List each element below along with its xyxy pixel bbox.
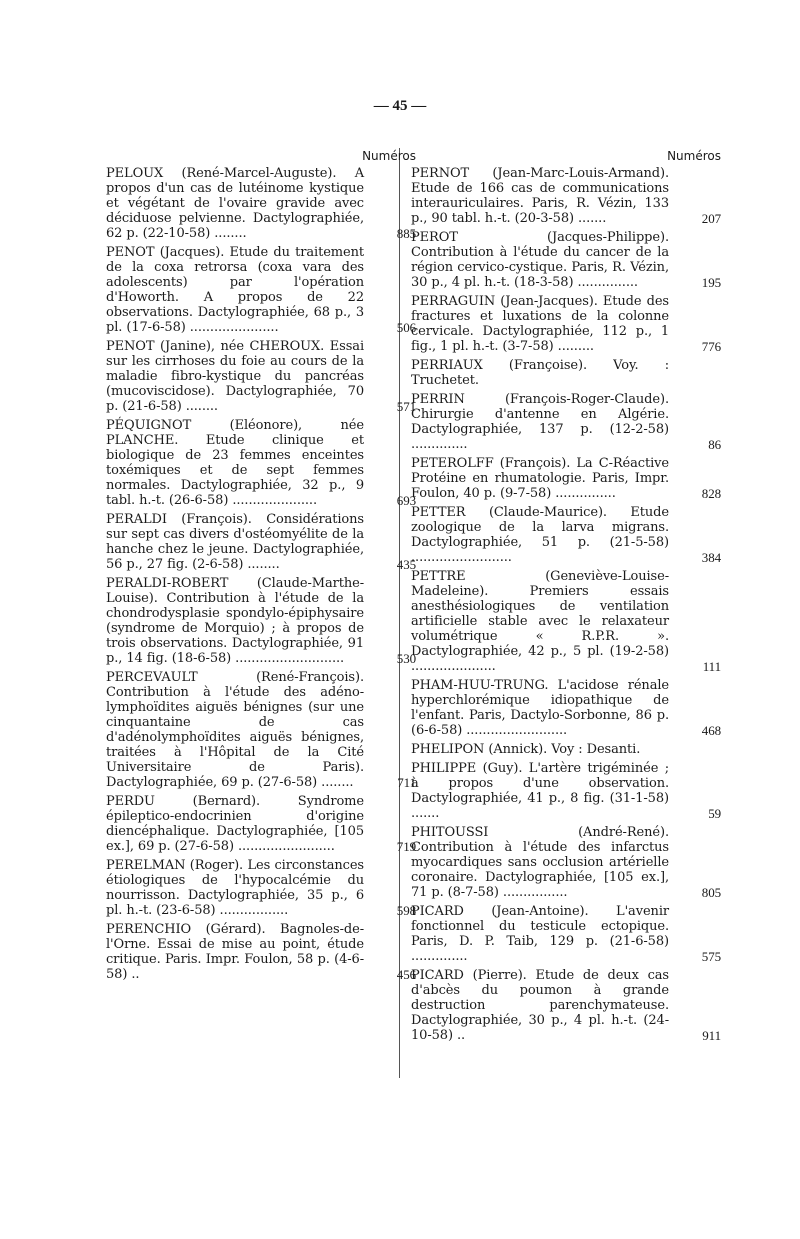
entry-text: PERALDI (François). Considérations sur sept cas divers d'ostéomyélite de la hanche chez le jeune. Dactylographiée, 56 p., 27 fig. (2-6-58) ........	[106, 512, 364, 572]
entry-number: 384	[701, 550, 721, 565]
entry-number: 456	[396, 967, 416, 982]
entry-text: PETEROLFF (François). La C-Réactive Protéine en rhumatologie. Paris, Impr. Foulon, 40 p. (9-7-58) ...............	[411, 456, 669, 501]
entry-number: 805	[701, 885, 721, 900]
entry	[106, 245, 416, 335]
entry-text: PICARD (Jean-Antoine). L'avenir fonctionnel du testicule ectopique. Paris, D. P. Taib, 129 p. (21-6-58) ..............	[411, 904, 669, 964]
entry-number: 828	[701, 486, 721, 501]
entry-number: 468	[701, 723, 721, 738]
column-header: Numéros	[362, 149, 416, 163]
entry-text: PHAM-HUU-TRUNG. L'acidose rénale hyperchlorémique idiopathique de l'enfant. Paris, Dactylo-Sorbonne, 86 p. (6-6-58) .........................	[411, 678, 669, 738]
entry-text: PERALDI-ROBERT (Claude-Marthe-Louise). Contribution à l'étude de la chondrodysplasie spondylo-épiphysaire (syndrome de Morquio) ; à propos de trois observations. Dactylographiée, 91 p., 14 fig. (18-6-58) ...........................	[106, 576, 364, 666]
entry-text: PHITOUSSI (André-René). Contribution à l'étude des infarctus myocardiques sans occlusion artérielle coronaire. Dactylographiée, [105 ex.], 71 p. (8-7-58) ................	[411, 825, 669, 900]
entry-number: 111	[702, 659, 721, 674]
entry	[411, 392, 721, 452]
entry-text: PERRAGUIN (Jean-Jacques). Etude des fractures et luxations de la colonne cervicale. Dactylographiée, 112 p., 1 fig., 1 pl. h.-t. (3-7-58) .........	[411, 294, 669, 354]
entry-text: PERDU (Bernard). Syndrome épileptico-endocrinien d'origine diencéphalique. Dactylographiée, [105 ex.], 69 p. (27-6-58) ........................	[106, 794, 364, 854]
entry-text: PETTRE (Geneviève-Louise-Madeleine). Premiers essais anesthésiologiques de ventilation artificielle stable avec le relaxateur volumétrique « R.P.R. ». Dactylographiée, 42 p., 5 pl. (19-2-58) .....................	[411, 569, 669, 674]
entry-number: 207	[701, 211, 721, 226]
page-number: — 45 —	[373, 98, 427, 114]
entry	[411, 968, 721, 1043]
entry-number: 575	[701, 949, 721, 964]
left-column	[106, 146, 416, 986]
entry-text: PETTER (Claude-Maurice). Etude zoologique de la larva migrans. Dactylographiée, 51 p. (21-5-58) .........................	[411, 505, 669, 565]
entry	[106, 166, 416, 241]
entry	[106, 339, 416, 414]
entry-number: 711	[397, 775, 416, 790]
column-header: Numéros	[667, 149, 721, 163]
entry	[411, 358, 669, 388]
entry-number: 776	[701, 339, 721, 354]
entry-number: 885	[396, 226, 416, 241]
entry	[106, 418, 416, 508]
entry-number: 86	[708, 437, 721, 452]
entry-number: 59	[708, 806, 721, 821]
entry	[106, 512, 416, 572]
entry-number: 598	[396, 903, 416, 918]
entry	[411, 505, 721, 565]
entry	[411, 230, 721, 290]
entry-text: PÉQUIGNOT (Eléonore), née PLANCHE. Etude clinique et biologique de 23 femmes enceintes toxémiques et de sept femmes normales. Dactylographiée, 32 p., 9 tabl. h.-t. (26-6-58) .....................	[106, 418, 364, 508]
entry-text: PHILIPPE (Guy). L'artère trigéminée ; à propos d'une observation. Dactylographiée, 41 p., 8 fig. (31-1-58) .......	[411, 761, 669, 821]
entry	[411, 742, 669, 757]
entry	[411, 825, 721, 900]
entry	[106, 576, 416, 666]
entry-text: PERRIAUX (Françoise). Voy. : Truchetet.	[411, 358, 669, 388]
entry	[411, 569, 721, 674]
entry	[106, 858, 416, 918]
entry-number: 435	[396, 557, 416, 572]
entry-number: 195	[701, 275, 721, 290]
entry-number: 911	[702, 1028, 721, 1043]
entry	[106, 670, 416, 790]
entry-number: 693	[396, 493, 416, 508]
entry-text: PERRIN (François-Roger-Claude). Chirurgie d'antenne en Algérie. Dactylographiée, 137 p. (12-2-58) ..............	[411, 392, 669, 452]
entry	[411, 904, 721, 964]
entry	[106, 794, 416, 854]
column-divider	[399, 148, 400, 1078]
entry	[411, 166, 721, 226]
entry	[411, 761, 721, 821]
entry-text: PENOT (Janine), née CHEROUX. Essai sur les cirrhoses du foie au cours de la maladie fibro-kystique du pancréas (mucoviscidose). Dactylographiée, 70 p. (21-6-58) ........	[106, 339, 364, 414]
entry-text: PEROT (Jacques-Philippe). Contribution à l'étude du cancer de la région cervico-cystique. Paris, R. Vézin, 30 p., 4 pl. h.-t. (18-3-58) ...............	[411, 230, 669, 290]
entry-text: PELOUX (René-Marcel-Auguste). A propos d'un cas de lutéinome kystique et végétant de l'ovaire gravide avec déciduose pelvienne. Dactylographiée, 62 p. (22-10-58) ........	[106, 166, 364, 241]
entry-number: 506	[396, 320, 416, 335]
right-column	[411, 146, 721, 1047]
entry	[411, 678, 721, 738]
entry-text: PERENCHIO (Gérard). Bagnoles-de-l'Orne. Essai de mise au point, étude critique. Paris. Impr. Foulon, 58 p. (4-6-58) ..	[106, 922, 364, 982]
entry-number: 530	[396, 651, 416, 666]
entry-number: 719	[396, 839, 416, 854]
entry	[411, 456, 721, 501]
entry-text: PERNOT (Jean-Marc-Louis-Armand). Etude de 166 cas de communications interauriculaires. Paris, R. Vézin, 133 p., 90 tabl. h.-t. (20-3-58) .......	[411, 166, 669, 226]
entry	[106, 922, 416, 982]
entry-text: PICARD (Pierre). Etude de deux cas d'abcès du poumon à grande destruction parenchymateuse. Dactylographiée, 30 p., 4 pl. h.-t. (24-10-58) ..	[411, 968, 669, 1043]
entry-text: PERCEVAULT (René-François). Contribution à l'étude des adéno-lymphoïdites aiguës bénignes (sur une cinquantaine de cas d'adénolymphoïdites aiguës bénignes, traitées à l'Hôpital de la Cité Universitaire de Paris). Dactylographiée, 69 p. (27-6-58) ........	[106, 670, 364, 790]
entry	[411, 294, 721, 354]
entry-number: 571	[396, 399, 416, 414]
entry-text: PENOT (Jacques). Etude du traitement de la coxa retrorsa (coxa vara des adolescents) par l'opération d'Howorth. A propos de 22 observations. Dactylographiée, 68 p., 3 pl. (17-6-58) ......................	[106, 245, 364, 335]
entry-text: PERELMAN (Roger). Les circonstances étiologiques de l'hypocalcémie du nourrisson. Dactylographiée, 35 p., 6 pl. h.-t. (23-6-58) .................	[106, 858, 364, 918]
entry-text: PHELIPON (Annick). Voy : Desanti.	[411, 742, 641, 757]
